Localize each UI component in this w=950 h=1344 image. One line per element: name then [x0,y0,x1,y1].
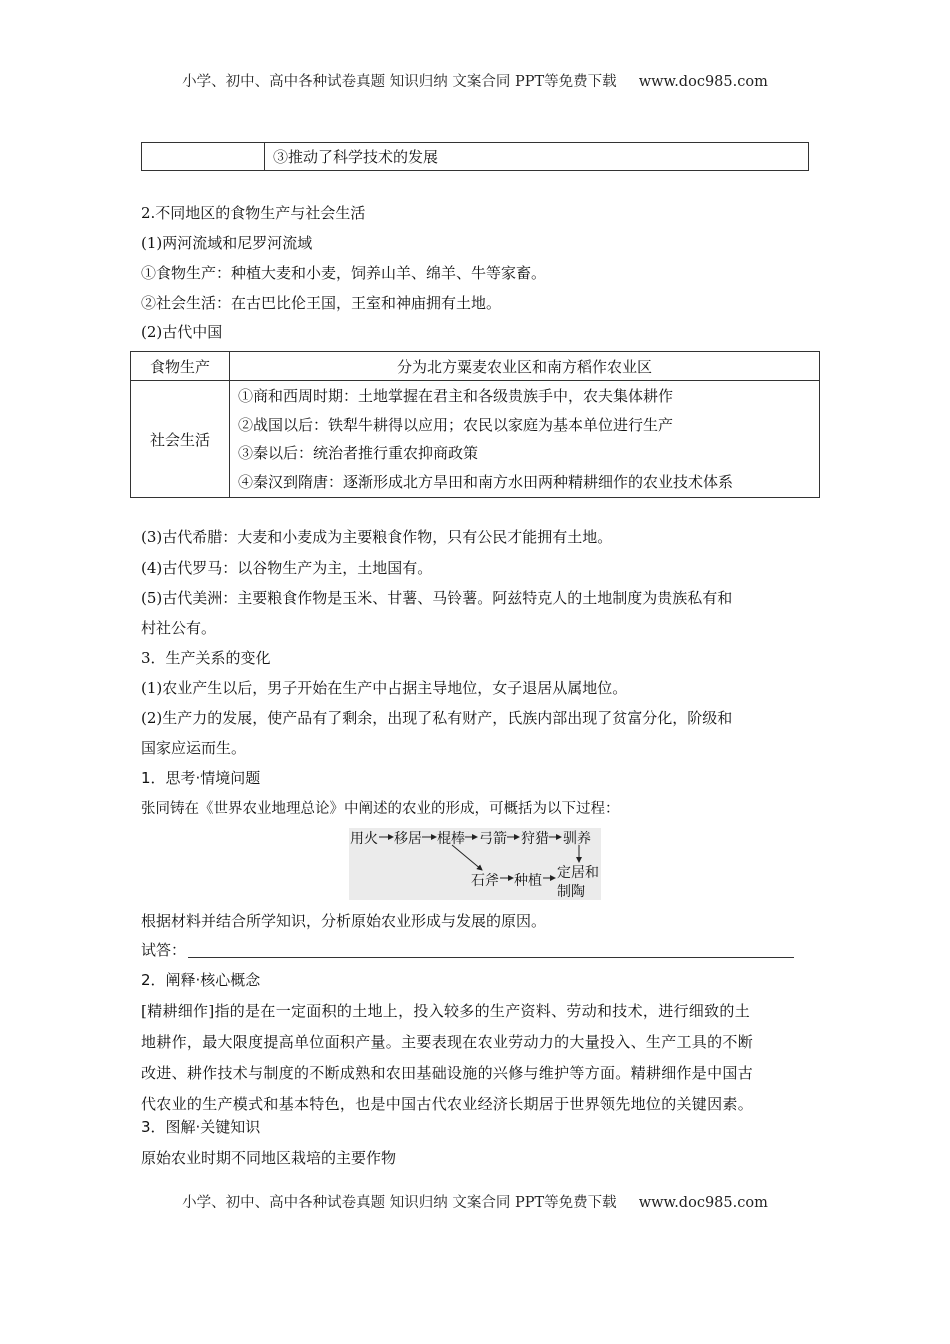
food-value: 分为北方粟麦农业区和南方稻作农业区 [230,352,820,381]
flow-node: 棍棒 [437,831,465,847]
top-table [141,142,809,171]
section3-item2-line2: 国家应运而生。 [141,739,247,757]
top-table-cell: ③推动了科学技术的发展 [265,143,809,171]
flow-node: 弓箭 [479,831,507,847]
section3-item2-line1: (2)生产力的发展，使产品有了剩余，出现了私有财产，氏族内部出现了贫富分化，阶级和 [141,709,733,727]
arrow [452,845,482,870]
header-text: 小学、初中、高中各种试卷真题 知识归纳 文案合同 PPT等免费下载 [182,74,617,90]
concept-line: 代农业的生产模式和基本特色，也是中国古代农业经济长期居于世界领先地位的关键因素。 [141,1095,754,1113]
top-table-empty-cell [142,143,265,171]
section2-sub3: (3)古代希腊：大麦和小麦成为主要粮食作物，只有公民才能拥有土地。 [141,528,613,546]
china-table [130,351,820,498]
life-item: ④秦汉到隋唐：逐渐形成北方旱田和南方水田两种精耕细作的农业技术体系 [238,472,734,491]
section2-sub1: (1)两河流域和尼罗河流域 [141,234,313,252]
section3-item1: (1)农业产生以后，男子开始在生产中占据主导地位，女子退居从属地位。 [141,679,628,697]
section2-sub5-line1: (5)古代美洲：主要粮食作物是玉米、甘薯、马铃薯。阿兹特克人的土地制度为贵族私有和 [141,589,733,607]
footer-site: www.doc985.com [638,1195,768,1211]
section2-sub1-b: ②社会生活：在古巴比伦王国，王室和神庙拥有土地。 [141,294,502,312]
food-label: 食物生产 [131,352,230,381]
think-title: 1．思考·情境问题 [141,769,261,787]
flow-node: 用火 [350,831,378,847]
flow-node: 狩猎 [521,831,549,847]
footer-text: 小学、初中、高中各种试卷真题 知识归纳 文案合同 PPT等免费下载 [182,1195,617,1211]
concept-line: [精耕细作]指的是在一定面积的土地上，投入较多的生产资料、劳动和技术，进行细致的土 [141,1002,751,1020]
diagram-title: 3．图解·关键知识 [141,1118,261,1136]
flow-node: 驯养 [563,831,591,847]
flow-node: 种植 [514,873,542,889]
section2-sub1-a: ①食物生产：种植大麦和小麦，饲养山羊、绵羊、牛等家畜。 [141,264,547,282]
header-site: www.doc985.com [638,74,768,90]
answer-line[interactable] [188,957,794,958]
diagram-caption: 原始农业时期不同地区栽培的主要作物 [141,1149,397,1167]
think-intro: 张同铸在《世界农业地理总论》中阐述的农业的形成，可概括为以下过程： [141,801,620,817]
think-question: 根据材料并结合所学知识，分析原始农业形成与发展的原因。 [141,912,547,930]
life-item: ②战国以后：铁犁牛耕得以应用；农民以家庭为基本单位进行生产 [238,415,674,434]
section2-sub2: (2)古代中国 [141,323,223,341]
section2-title: 2.不同地区的食物生产与社会生活 [141,204,366,222]
life-label: 社会生活 [131,381,230,498]
section2-sub5-line2: 村社公有。 [141,619,217,637]
flow-node: 移居 [394,831,422,847]
concept-paragraph [141,996,811,1120]
flow-node: 石斧 [471,873,499,889]
concept-line: 改进、耕作技术与制度的不断成熟和农田基础设施的兴修与维护等方面。精耕细作是中国古 [141,1064,754,1082]
flow-node: 制陶 [557,884,585,900]
flow-node: 定居和 [557,865,599,881]
page-footer [0,1191,950,1212]
life-item: ③秦以后：统治者推行重农抑商政策 [238,444,479,462]
process-flow-diagram [349,828,601,900]
life-item: ①商和西周时期：土地掌握在君主和各级贵族手中，农夫集体耕作 [238,387,674,405]
section2-sub4: (4)古代罗马：以谷物生产为主，土地国有。 [141,559,433,577]
life-items [230,381,820,498]
section3-title: 3．生产关系的变化 [141,649,271,667]
page-header [0,70,950,91]
answer-label: 试答： [141,941,187,959]
concept-line: 地耕作，最大限度提高单位面积产量。主要表现在农业劳动力的大量投入、生产工具的不断 [141,1033,754,1051]
concept-title: 2．阐释·核心概念 [141,971,261,989]
